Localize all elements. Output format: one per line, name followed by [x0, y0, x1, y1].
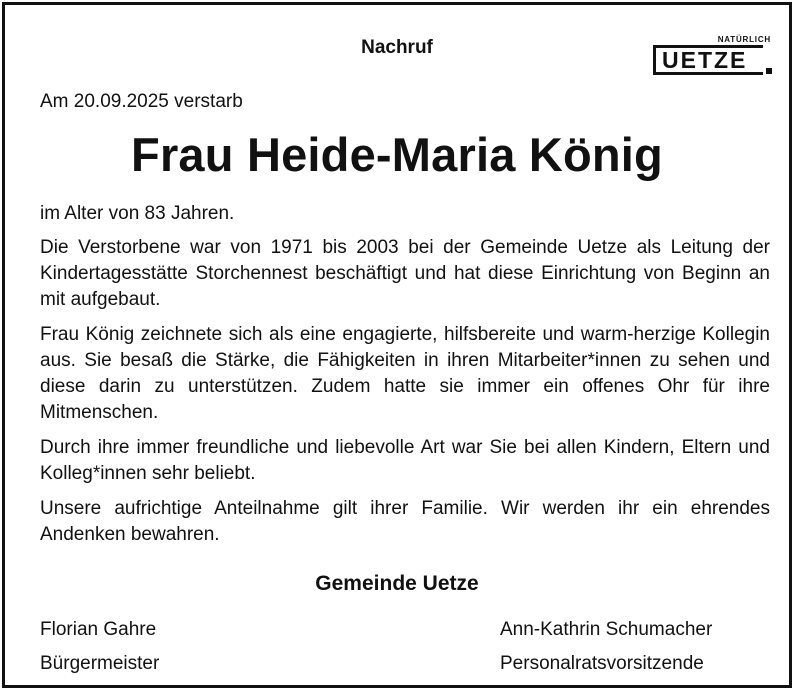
uetze-logo	[653, 35, 775, 85]
obituary-frame	[2, 2, 792, 688]
paragraph-condolence: Unsere aufrichtige Anteilnahme gilt ihrer Familie. Wir werden ihr ein ehrendes Andenken bewahren.	[40, 498, 770, 545]
signatory-mayor	[40, 613, 159, 681]
paragraph-career: Die Verstorbene war von 1971 bis 2003 bei der Gemeinde Uetze als Leitung der Kindertagesstätte Storchennest beschäftigt und hat diese Einrichtung von Beginn an mit aufgebaut.	[40, 237, 770, 310]
logo-tagline: NATÜRLICH	[717, 35, 771, 44]
signatory-name: Ann-Kathrin Schumacher	[500, 619, 713, 640]
paragraph-popularity: Durch ihre immer freundliche und liebevolle Art war Sie bei allen Kindern, Eltern und Kolleg*innen sehr beliebt.	[40, 437, 770, 484]
signatory-name: Florian Gahre	[40, 619, 157, 640]
age-line: im Alter von 83 Jahren.	[40, 203, 235, 224]
death-date-line: Am 20.09.2025 verstarb	[40, 91, 243, 112]
signatory-role: Bürgermeister	[40, 653, 160, 674]
organization-name: Gemeinde Uetze	[315, 572, 479, 595]
notice-heading: Nachruf	[361, 37, 433, 58]
deceased-name: Frau Heide-Maria König	[131, 128, 663, 181]
signatory-role: Personalratsvorsitzende	[500, 653, 704, 674]
logo-wordmark: UETZE	[662, 47, 748, 73]
logo-dot	[766, 68, 772, 74]
signatory-staff-council	[500, 613, 712, 681]
paragraph-character: Frau König zeichnete sich als eine engagierte, hilfsbereite und warm-herzige Kollegin aus. Sie besaß die Stärke, die Fähigkeiten in ihren Mitarbeiter*innen zu sehen und diese darin zu unterstützen. Zudem hatte sie immer ein offenes Ohr für ihre Mitmenschen.	[40, 324, 770, 423]
